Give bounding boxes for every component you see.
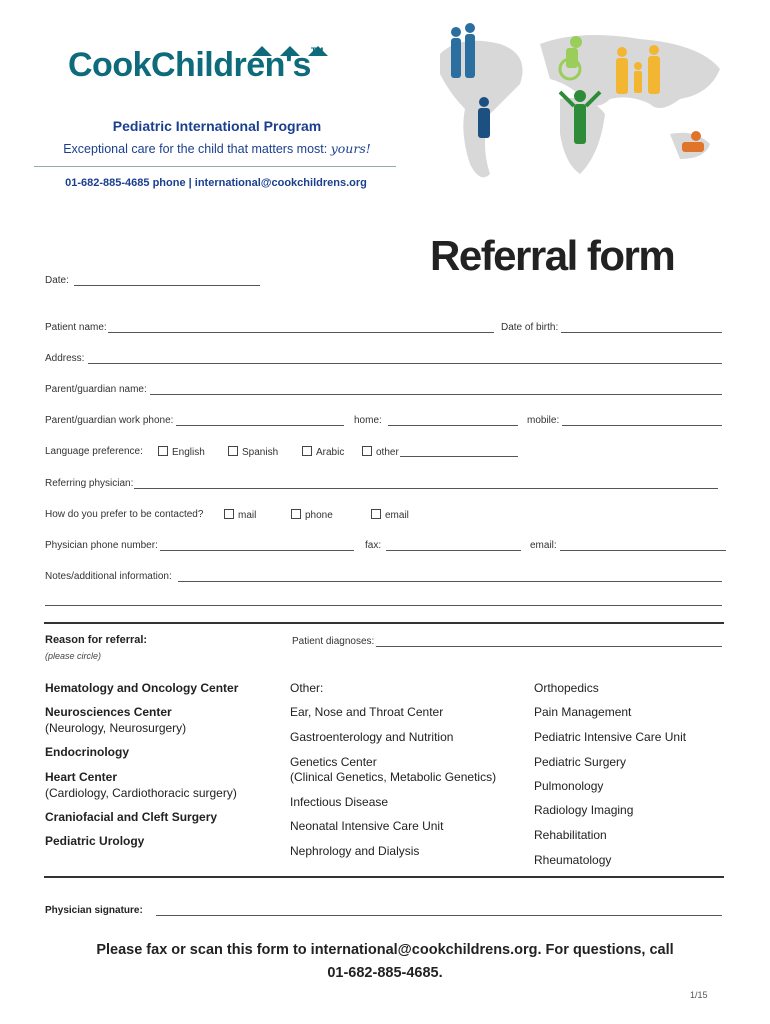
checkbox-icon xyxy=(224,509,234,519)
cook-childrens-logo: CookChildren's™ xyxy=(68,46,323,84)
service-other[interactable]: Other: xyxy=(290,681,324,695)
email-label: email: xyxy=(530,540,557,551)
fax-field[interactable] xyxy=(386,550,521,551)
mobile-phone-field[interactable] xyxy=(562,425,722,426)
notes-label: Notes/additional information: xyxy=(45,571,172,582)
service-pediatric-urology[interactable]: Pediatric Urology xyxy=(45,834,145,848)
reason-subheading: (please circle) xyxy=(45,651,102,661)
service-radiology[interactable]: Radiology Imaging xyxy=(534,803,634,817)
header-divider xyxy=(34,166,396,167)
service-picu[interactable]: Pediatric Intensive Care Unit xyxy=(534,730,687,744)
section-divider-bottom xyxy=(44,876,724,878)
checkbox-icon xyxy=(158,446,168,456)
guardian-name-field[interactable] xyxy=(150,394,722,395)
service-infectious-disease[interactable]: Infectious Disease xyxy=(290,795,389,809)
service-gastro[interactable]: Gastroenterology and Nutrition xyxy=(290,730,454,744)
referring-physician-field[interactable] xyxy=(134,488,718,489)
contact-phone-checkbox[interactable]: phone xyxy=(291,509,333,521)
signature-field[interactable] xyxy=(156,915,722,916)
date-label: Date: xyxy=(45,275,69,286)
service-pain-management[interactable]: Pain Management xyxy=(534,705,632,719)
email-field[interactable] xyxy=(560,550,726,551)
guardian-work-phone-field[interactable] xyxy=(176,425,344,426)
referring-physician-label: Referring physician: xyxy=(45,478,134,489)
checkbox-icon xyxy=(362,446,372,456)
home-phone-label: home: xyxy=(354,415,382,426)
patient-name-label: Patient name: xyxy=(45,322,107,333)
tagline: Exceptional care for the child that matters most: yours! xyxy=(63,141,371,156)
mobile-phone-label: mobile: xyxy=(527,415,560,426)
checkbox-icon xyxy=(371,509,381,519)
world-map-figures-image xyxy=(420,14,740,199)
service-heart-center[interactable]: Heart Center xyxy=(45,770,118,784)
address-field[interactable] xyxy=(88,363,722,364)
address-label: Address: xyxy=(45,353,85,364)
service-endocrinology[interactable]: Endocrinology xyxy=(45,745,129,759)
dob-field[interactable] xyxy=(561,332,722,333)
contact-email-checkbox[interactable]: email xyxy=(371,509,409,521)
checkbox-icon xyxy=(291,509,301,519)
service-neurosciences-sub: (Neurology, Neurosurgery) xyxy=(45,721,187,735)
fax-label: fax: xyxy=(365,540,382,551)
contact-info: 01-682-885-4685 phone | international@cookchildrens.org xyxy=(65,177,367,189)
service-pulmonology[interactable]: Pulmonology xyxy=(534,779,604,793)
service-nicu[interactable]: Neonatal Intensive Care Unit xyxy=(290,819,444,833)
lang-other-field[interactable] xyxy=(400,456,518,457)
section-divider xyxy=(44,622,724,624)
service-hematology[interactable]: Hematology and Oncology Center xyxy=(45,681,239,695)
service-craniofacial[interactable]: Craniofacial and Cleft Surgery xyxy=(45,810,218,824)
notes-field-line1[interactable] xyxy=(178,581,722,582)
service-pediatric-surgery[interactable]: Pediatric Surgery xyxy=(534,755,627,769)
service-genetics-sub: (Clinical Genetics, Metabolic Genetics) xyxy=(290,770,497,784)
contact-mail-checkbox[interactable]: mail xyxy=(224,509,256,521)
notes-field-line2[interactable] xyxy=(45,605,722,606)
service-rheumatology[interactable]: Rheumatology xyxy=(534,853,612,867)
patient-name-field[interactable] xyxy=(108,332,494,333)
date-field[interactable] xyxy=(74,285,260,286)
service-heart-center-sub: (Cardiology, Cardiothoracic surgery) xyxy=(45,786,237,800)
service-neurosciences[interactable]: Neurosciences Center xyxy=(45,705,172,719)
contact-pref-label: How do you prefer to be contacted? xyxy=(45,509,204,520)
home-phone-field[interactable] xyxy=(388,425,518,426)
lang-arabic-checkbox[interactable]: Arabic xyxy=(302,446,344,458)
guardian-name-label: Parent/guardian name: xyxy=(45,384,147,395)
lang-spanish-checkbox[interactable]: Spanish xyxy=(228,446,278,458)
dob-label: Date of birth: xyxy=(501,322,559,333)
patient-diagnoses-field[interactable] xyxy=(376,646,722,647)
service-rehabilitation[interactable]: Rehabilitation xyxy=(534,828,607,842)
service-genetics[interactable]: Genetics Center xyxy=(290,755,377,769)
physician-phone-label: Physician phone number: xyxy=(45,540,158,551)
form-title: Referral form xyxy=(430,232,675,279)
checkbox-icon xyxy=(228,446,238,456)
program-title: Pediatric International Program xyxy=(112,118,322,134)
service-nephrology[interactable]: Nephrology and Dialysis xyxy=(290,844,420,858)
footer-instructions: Please fax or scan this form to international@cookchildrens.org. For questions, call 01-682-885-4685. xyxy=(96,942,674,981)
service-orthopedics[interactable]: Orthopedics xyxy=(534,681,599,695)
checkbox-icon xyxy=(302,446,312,456)
service-ent[interactable]: Ear, Nose and Throat Center xyxy=(290,705,444,719)
physician-phone-field[interactable] xyxy=(160,550,354,551)
lang-other-checkbox[interactable]: other xyxy=(362,446,399,458)
language-pref-label: Language preference: xyxy=(45,446,143,457)
signature-label: Physician signature: xyxy=(45,905,143,916)
patient-diagnoses-label: Patient diagnoses: xyxy=(292,636,375,647)
page-number: 1/15 xyxy=(690,990,708,1000)
reason-heading: Reason for referral: xyxy=(45,634,148,646)
guardian-work-phone-label: Parent/guardian work phone: xyxy=(45,415,174,426)
lang-english-checkbox[interactable]: English xyxy=(158,446,205,458)
